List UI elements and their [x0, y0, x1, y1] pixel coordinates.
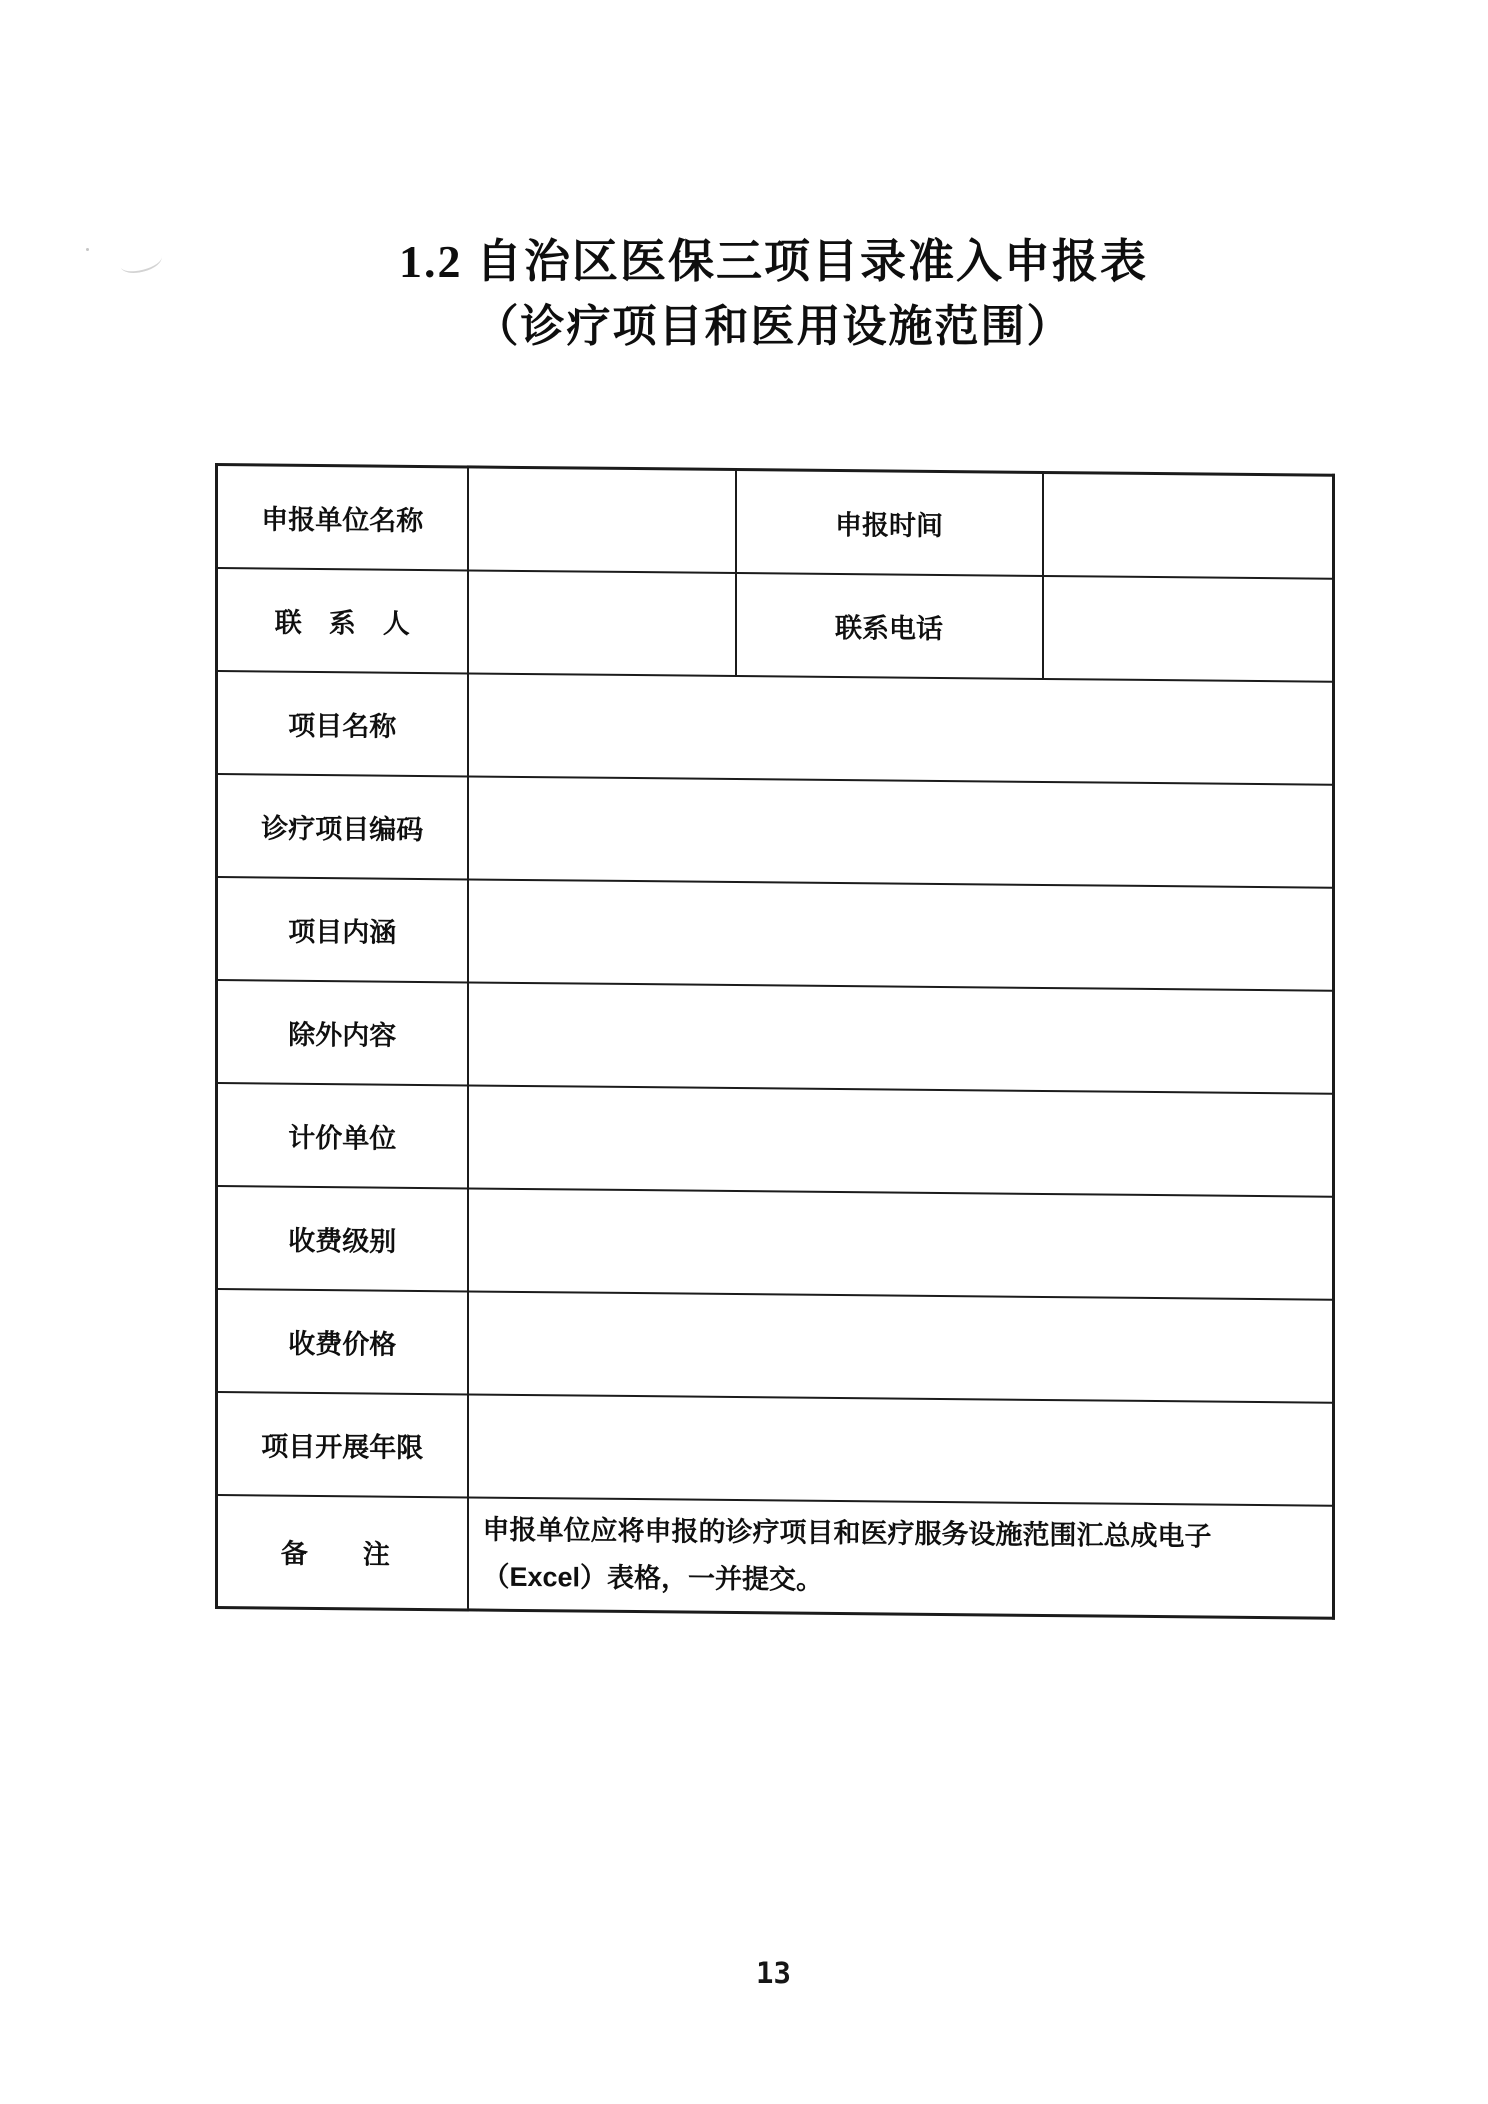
field-label-excluded-content: 除外内容	[217, 980, 468, 1085]
declaration-form	[215, 463, 1335, 1619]
row-treatment-code	[217, 774, 1334, 888]
field-value-unit-name	[468, 467, 736, 573]
row-project-duration	[217, 1392, 1334, 1506]
title-line-1: 1.2 自治区医保三项目录准入申报表	[399, 236, 1148, 287]
field-value-pricing-unit	[468, 1085, 1334, 1196]
row-excluded-content	[217, 980, 1334, 1094]
field-value-contact-person	[468, 570, 736, 676]
field-label-treatment-code: 诊疗项目编码	[217, 774, 468, 879]
field-label-charge-price: 收费价格	[217, 1289, 468, 1394]
field-label-contact-phone: 联系电话	[736, 572, 1043, 678]
field-value-charge-price	[468, 1291, 1334, 1402]
field-value-remark: 申报单位应将申报的诊疗项目和医疗服务设施范围汇总成电子（Excel）表格，一并提交。	[468, 1497, 1334, 1618]
scan-smudge	[118, 247, 164, 277]
field-value-excluded-content	[468, 982, 1334, 1093]
row-charge-level	[217, 1186, 1334, 1300]
declaration-form-table	[215, 463, 1335, 1619]
row-project-name	[217, 671, 1334, 785]
document-title	[215, 232, 1332, 356]
row-pricing-unit	[217, 1083, 1334, 1197]
field-value-project-name	[468, 673, 1334, 784]
field-label-charge-level: 收费级别	[217, 1186, 468, 1291]
row-remark	[217, 1495, 1334, 1618]
field-value-treatment-code	[468, 776, 1334, 887]
field-value-project-connotation	[468, 879, 1334, 990]
page-number: 13	[756, 1956, 791, 1990]
field-label-pricing-unit: 计价单位	[217, 1083, 468, 1188]
row-charge-price	[217, 1289, 1334, 1403]
field-label-project-duration: 项目开展年限	[217, 1392, 468, 1497]
field-label-contact-person: 联 系 人	[217, 568, 468, 673]
field-label-declare-time: 申报时间	[736, 469, 1043, 575]
field-value-charge-level	[468, 1188, 1334, 1299]
field-label-remark: 备 注	[217, 1495, 468, 1610]
scan-speck	[86, 248, 89, 251]
field-value-project-duration	[468, 1394, 1334, 1505]
field-value-declare-time	[1043, 472, 1334, 578]
field-label-project-name: 项目名称	[217, 671, 468, 776]
field-label-project-connotation: 项目内涵	[217, 877, 468, 982]
field-value-contact-phone	[1043, 575, 1334, 681]
row-contact	[217, 568, 1334, 682]
row-project-connotation	[217, 877, 1334, 991]
title-line-2: （诊疗项目和医用设施范围）	[474, 302, 1073, 351]
field-label-unit-name: 申报单位名称	[217, 465, 468, 570]
row-unit-and-time	[217, 465, 1334, 579]
